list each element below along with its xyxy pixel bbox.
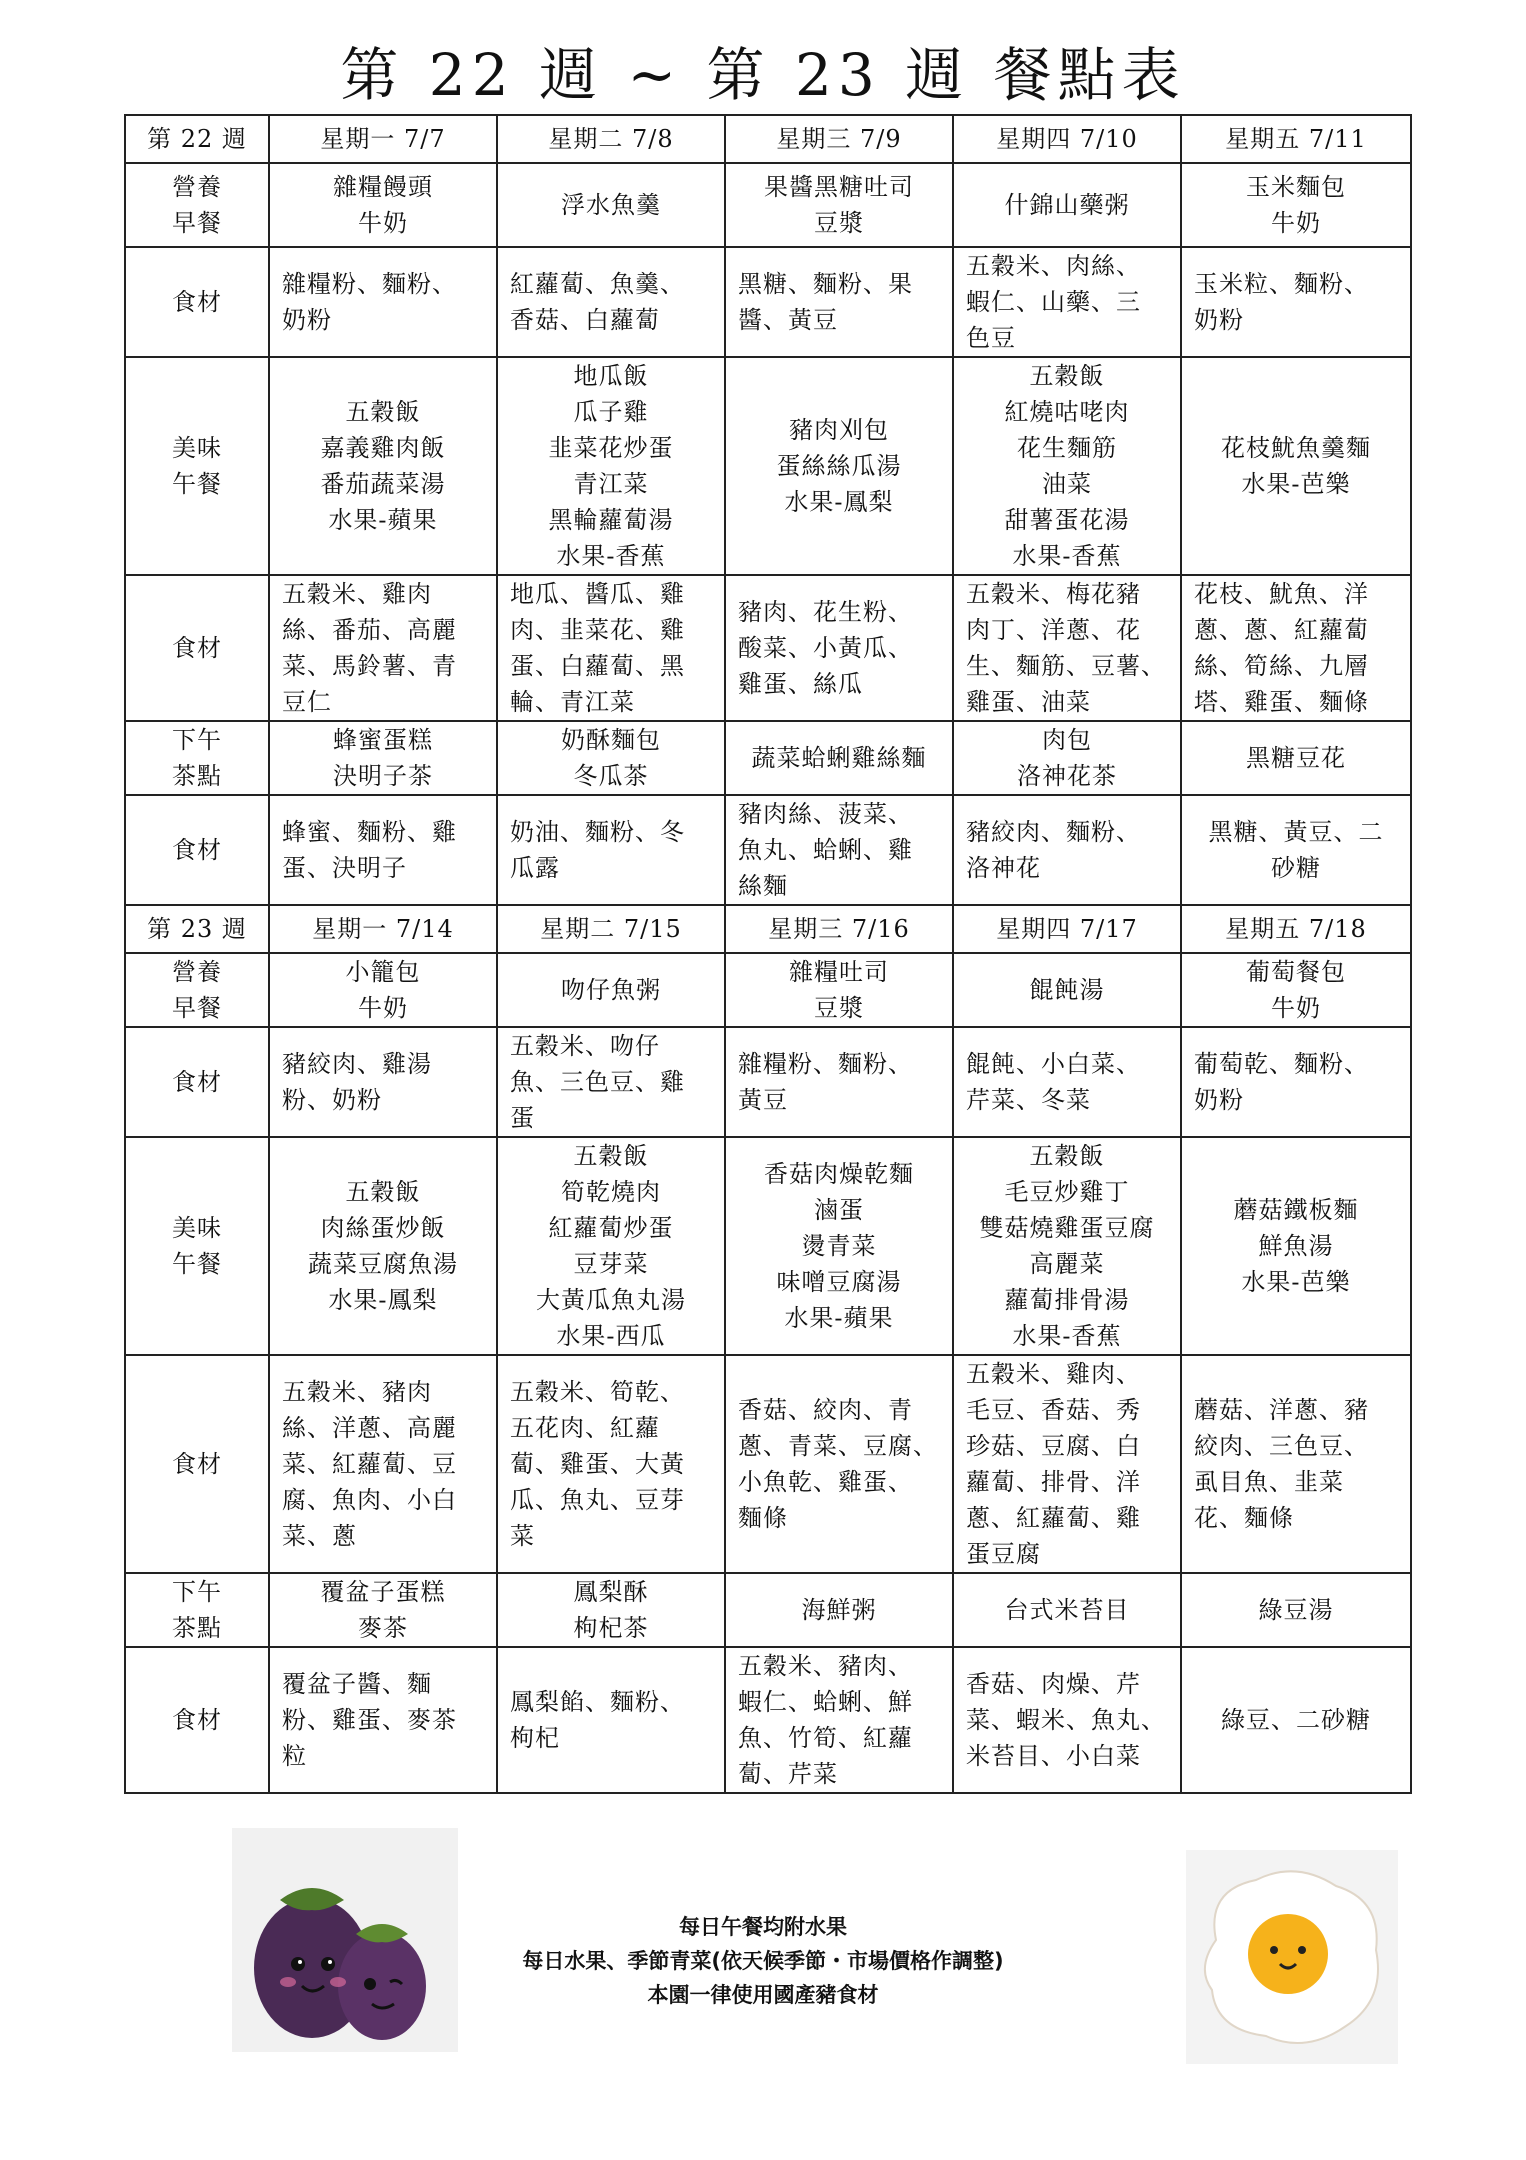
meal-cell: 覆盆子醬、麵 粉、雞蛋、麥茶 粒 <box>269 1647 497 1793</box>
meal-cell: 覆盆子蛋糕 麥茶 <box>269 1573 497 1647</box>
meal-cell: 雜糧吐司 豆漿 <box>725 953 953 1027</box>
meal-cell: 餛飩、小白菜、 芹菜、冬菜 <box>953 1027 1181 1137</box>
row-label: 營養 早餐 <box>125 163 269 247</box>
day-header: 星期五 7/11 <box>1181 115 1411 163</box>
meal-cell: 吻仔魚粥 <box>497 953 725 1027</box>
week-label: 第 23 週 <box>125 905 269 953</box>
meal-cell: 奶酥麵包 冬瓜茶 <box>497 721 725 795</box>
row-label: 食材 <box>125 795 269 905</box>
meal-cell: 雜糧粉、麵粉、 黃豆 <box>725 1027 953 1137</box>
day-header: 星期三 7/9 <box>725 115 953 163</box>
footer-line-3: 本園一律使用國產豬食材 <box>647 1983 879 2007</box>
meal-cell: 肉包 洛神花茶 <box>953 721 1181 795</box>
row-label: 下午 茶點 <box>125 1573 269 1647</box>
meal-cell: 蘑菇、洋蔥、豬 絞肉、三色豆、 虱目魚、韭菜 花、麵條 <box>1181 1355 1411 1573</box>
meal-cell: 黑糖、麵粉、果 醬、黃豆 <box>725 247 953 357</box>
week-label: 第 22 週 <box>125 115 269 163</box>
meal-cell: 鳳梨酥 枸杞茶 <box>497 1573 725 1647</box>
meal-cell: 花枝魷魚羹麵 水果-芭樂 <box>1181 357 1411 575</box>
meal-cell: 餛飩湯 <box>953 953 1181 1027</box>
meal-cell: 豬絞肉、麵粉、 洛神花 <box>953 795 1181 905</box>
meal-cell: 海鮮粥 <box>725 1573 953 1647</box>
day-header: 星期四 7/17 <box>953 905 1181 953</box>
row-label: 美味 午餐 <box>125 357 269 575</box>
table-row <box>125 721 1411 795</box>
meal-cell: 浮水魚羹 <box>497 163 725 247</box>
row-label: 食材 <box>125 575 269 721</box>
fried-egg-illustration <box>1186 1850 1398 2064</box>
meal-cell: 葡萄餐包 牛奶 <box>1181 953 1411 1027</box>
row-label: 下午 茶點 <box>125 721 269 795</box>
table-row <box>125 1355 1411 1573</box>
day-header: 星期五 7/18 <box>1181 905 1411 953</box>
meal-cell: 豬肉絲、菠菜、 魚丸、蛤蜊、雞 絲麵 <box>725 795 953 905</box>
table-row <box>125 1027 1411 1137</box>
day-header: 星期三 7/16 <box>725 905 953 953</box>
meal-cell: 台式米苔目 <box>953 1573 1181 1647</box>
footer-line-1: 每日午餐均附水果 <box>679 1915 847 1939</box>
meal-cell: 五穀米、筍乾、 五花肉、紅蘿 蔔、雞蛋、大黃 瓜、魚丸、豆芽 菜 <box>497 1355 725 1573</box>
meal-cell: 雜糧粉、麵粉、 奶粉 <box>269 247 497 357</box>
row-label: 美味 午餐 <box>125 1137 269 1355</box>
meal-cell: 玉米粒、麵粉、 奶粉 <box>1181 247 1411 357</box>
table-row <box>125 247 1411 357</box>
meal-cell: 果醬黑糖吐司 豆漿 <box>725 163 953 247</box>
meal-cell: 五穀米、雞肉 絲、番茄、高麗 菜、馬鈴薯、青 豆仁 <box>269 575 497 721</box>
meal-cell: 香菇肉燥乾麵 滷蛋 燙青菜 味噌豆腐湯 水果-蘋果 <box>725 1137 953 1355</box>
row-label: 食材 <box>125 1027 269 1137</box>
meal-cell: 五穀米、豬肉、 蝦仁、蛤蜊、鮮 魚、竹筍、紅蘿 蔔、芹菜 <box>725 1647 953 1793</box>
table-row <box>125 1137 1411 1355</box>
day-header: 星期一 7/14 <box>269 905 497 953</box>
table-row <box>125 953 1411 1027</box>
meal-cell: 什錦山藥粥 <box>953 163 1181 247</box>
meal-cell: 黑糖、黃豆、二 砂糖 <box>1181 795 1411 905</box>
footer-line-2: 每日水果、季節青菜(依天候季節・市場價格作調整) <box>522 1949 1004 1973</box>
meal-cell: 五穀飯 嘉義雞肉飯 番茄蔬菜湯 水果-蘋果 <box>269 357 497 575</box>
meal-cell: 蜂蜜、麵粉、雞 蛋、決明子 <box>269 795 497 905</box>
day-header: 星期二 7/15 <box>497 905 725 953</box>
meal-cell: 豬肉、花生粉、 酸菜、小黃瓜、 雞蛋、絲瓜 <box>725 575 953 721</box>
row-label: 食材 <box>125 247 269 357</box>
meal-cell: 花枝、魷魚、洋 蔥、蔥、紅蘿蔔 絲、筍絲、九層 塔、雞蛋、麵條 <box>1181 575 1411 721</box>
meal-cell: 蔬菜蛤蜊雞絲麵 <box>725 721 953 795</box>
meal-cell: 香菇、肉燥、芹 菜、蝦米、魚丸、 米苔目、小白菜 <box>953 1647 1181 1793</box>
meal-cell: 五穀米、肉絲、 蝦仁、山藥、三 色豆 <box>953 247 1181 357</box>
row-label: 營養 早餐 <box>125 953 269 1027</box>
meal-cell: 香菇、絞肉、青 蔥、青菜、豆腐、 小魚乾、雞蛋、 麵條 <box>725 1355 953 1573</box>
meal-cell: 五穀米、吻仔 魚、三色豆、雞 蛋 <box>497 1027 725 1137</box>
meal-cell: 地瓜、醬瓜、雞 肉、韭菜花、雞 蛋、白蘿蔔、黑 輪、青江菜 <box>497 575 725 721</box>
meal-cell: 葡萄乾、麵粉、 奶粉 <box>1181 1027 1411 1137</box>
day-header: 星期四 7/10 <box>953 115 1181 163</box>
meal-cell: 五穀米、雞肉、 毛豆、香菇、秀 珍菇、豆腐、白 蘿蔔、排骨、洋 蔥、紅蘿蔔、雞 蛋豆腐 <box>953 1355 1181 1573</box>
meal-cell: 雜糧饅頭 牛奶 <box>269 163 497 247</box>
meal-cell: 綠豆、二砂糖 <box>1181 1647 1411 1793</box>
table-row <box>125 795 1411 905</box>
table-row <box>125 575 1411 721</box>
meal-cell: 豬肉刈包 蛋絲絲瓜湯 水果-鳳梨 <box>725 357 953 575</box>
meal-cell: 五穀飯 筍乾燒肉 紅蘿蔔炒蛋 豆芽菜 大黃瓜魚丸湯 水果-西瓜 <box>497 1137 725 1355</box>
meal-cell: 奶油、麵粉、冬 瓜露 <box>497 795 725 905</box>
day-header: 星期二 7/8 <box>497 115 725 163</box>
day-header: 星期一 7/7 <box>269 115 497 163</box>
table-row <box>125 1647 1411 1793</box>
meal-cell: 五穀飯 肉絲蛋炒飯 蔬菜豆腐魚湯 水果-鳳梨 <box>269 1137 497 1355</box>
meal-cell: 玉米麵包 牛奶 <box>1181 163 1411 247</box>
meal-cell: 地瓜飯 瓜子雞 韭菜花炒蛋 青江菜 黑輪蘿蔔湯 水果-香蕉 <box>497 357 725 575</box>
table-row <box>125 1573 1411 1647</box>
table-row <box>125 163 1411 247</box>
page-title: 第 22 週 ~ 第 23 週 餐點表 <box>340 41 1186 109</box>
meal-cell: 五穀飯 毛豆炒雞丁 雙菇燒雞蛋豆腐 高麗菜 蘿蔔排骨湯 水果-香蕉 <box>953 1137 1181 1355</box>
footer-notes <box>380 1910 1146 2012</box>
meal-cell: 綠豆湯 <box>1181 1573 1411 1647</box>
meal-cell: 紅蘿蔔、魚羹、 香菇、白蘿蔔 <box>497 247 725 357</box>
meal-cell: 五穀飯 紅燒咕咾肉 花生麵筋 油菜 甜薯蛋花湯 水果-香蕉 <box>953 357 1181 575</box>
meal-cell: 五穀米、梅花豬 肉丁、洋蔥、花 生、麵筋、豆薯、 雞蛋、油菜 <box>953 575 1181 721</box>
meal-cell: 五穀米、豬肉 絲、洋蔥、高麗 菜、紅蘿蔔、豆 腐、魚肉、小白 菜、蔥 <box>269 1355 497 1573</box>
row-label: 食材 <box>125 1355 269 1573</box>
meal-cell: 蘑菇鐵板麵 鮮魚湯 水果-芭樂 <box>1181 1137 1411 1355</box>
meal-cell: 小籠包 牛奶 <box>269 953 497 1027</box>
meal-cell: 豬絞肉、雞湯 粉、奶粉 <box>269 1027 497 1137</box>
row-label: 食材 <box>125 1647 269 1793</box>
meal-cell: 蜂蜜蛋糕 決明子茶 <box>269 721 497 795</box>
meal-table <box>124 114 1412 1794</box>
meal-cell: 鳳梨餡、麵粉、 枸杞 <box>497 1647 725 1793</box>
meal-cell: 黑糖豆花 <box>1181 721 1411 795</box>
table-row <box>125 357 1411 575</box>
